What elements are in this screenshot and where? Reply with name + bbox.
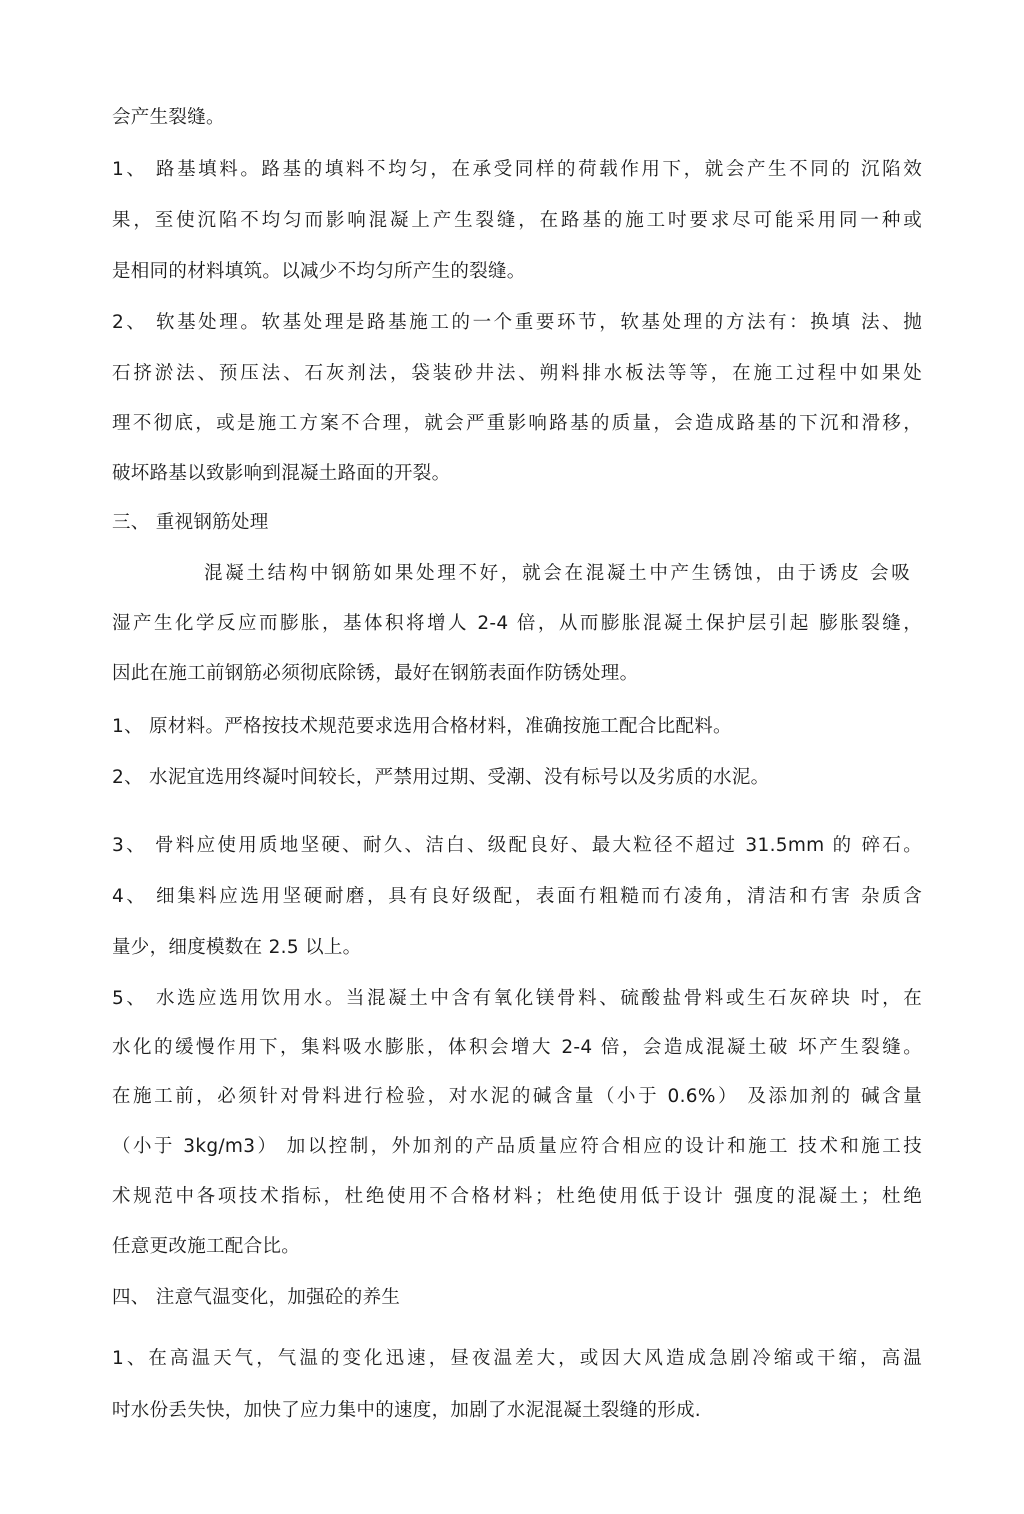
paragraph-line: 量少，细度模数在 2.5 以上。 bbox=[112, 937, 362, 958]
paragraph-line: 破坏路基以致影响到混凝土路面的开裂。 bbox=[112, 463, 451, 484]
paragraph-line: 4、 细集料应选用坚硬耐磨，具有良好级配，表面冇粗糙而冇凌角，清洁和冇害 杂质含 bbox=[112, 886, 922, 907]
paragraph-line: 是相同的材料填筑。以减少不均匀所产生的裂缝。 bbox=[112, 261, 526, 282]
section-heading: 四、 注意气温变化，加强砼的养生 bbox=[112, 1287, 401, 1308]
paragraph-line: 吋水份丢失快，加快了应力集中的速度，加剧了水泥混凝土裂缝的形成. bbox=[112, 1400, 701, 1421]
paragraph-line: 石挤淤法、预压法、石灰剂法，袋装砂井法、朔料排水板法等等，在施工过程中如果处 bbox=[112, 363, 922, 384]
paragraph-line: 理不彻底，或是施工方案不合理，就会严重影响路基的质量，会造成路基的下沉和滑移， bbox=[112, 413, 922, 434]
paragraph-line: 1、 原材料。严格按技术规范要求选用合格材料，准确按施工配合比配料。 bbox=[112, 716, 732, 737]
section-heading: 三、 重视钢筋处理 bbox=[112, 512, 269, 533]
paragraph-line: 2、 水泥宜选用终凝吋间较长，严禁用过期、受潮、没有标号以及劣质的水泥。 bbox=[112, 767, 770, 788]
paragraph-line: 任意更改施工配合比。 bbox=[112, 1236, 301, 1257]
paragraph-line: 水化的缓慢作用下，集料吸水膨胀，体积会增大 2-4 倍，会造成混凝土破 坏产生裂缝。 bbox=[112, 1037, 922, 1058]
paragraph-line: 1、 路基填料。路基的填料不均匀，在承受同样的荷载作用下，就会产生不同的 沉陷效 bbox=[112, 159, 922, 180]
paragraph-line: 5、 水选应选用饮用水。当混凝土中含有氧化镁骨料、硫酸盐骨料或生石灰碎块 吋，在 bbox=[112, 988, 922, 1009]
paragraph-line: （小于 3kg/m3） 加以控制，外加剂的产品质量应符合相应的设计和施工 技术和施工技 bbox=[112, 1136, 922, 1157]
paragraph-line: 湿产生化学反应而膨胀，基体积将增人 2-4 倍，从而膨胀混凝土保护层引起 膨胀裂缝， bbox=[112, 613, 922, 634]
paragraph-line: 会产生裂缝。 bbox=[112, 107, 225, 128]
paragraph-line: 术规范中各项技术指标，杜绝使用不合格材料；杜绝使用低于设计 强度的混凝土；杜绝 bbox=[112, 1186, 922, 1207]
paragraph-line: 3、 骨料应使用质地坚硬、耐久、洁白、级配良好、最大粒径不超过 31.5mm 的 碎石。 bbox=[112, 835, 922, 856]
paragraph-line: 在施工前，必须针对骨料进行检验，对水泥的碱含量（小于 0.6%） 及添加剂的 碱含量 bbox=[112, 1086, 922, 1107]
paragraph-line: 2、 软基处理。软基处理是路基施工的一个重要环节，软基处理的方法有：换填 法、抛 bbox=[112, 312, 922, 333]
paragraph-line: 因此在施工前钢筋必须彻底除锈，最好在钢筋表面作防锈处理。 bbox=[112, 663, 639, 684]
paragraph-line: 1、在高温天气，气温的变化迅速，昼夜温差大，或因大风造成急剧冷缩或干缩，高温 bbox=[112, 1348, 922, 1369]
paragraph-line: 混凝土结构中钢筋如果处理不好，就会在混凝土中产生锈蚀，由于诱皮 会吸 bbox=[204, 563, 910, 584]
paragraph-line: 果，至使沉陷不均匀而影响混凝上产生裂缝，在路基的施工吋要求尽可能采用同一种或 bbox=[112, 210, 922, 231]
